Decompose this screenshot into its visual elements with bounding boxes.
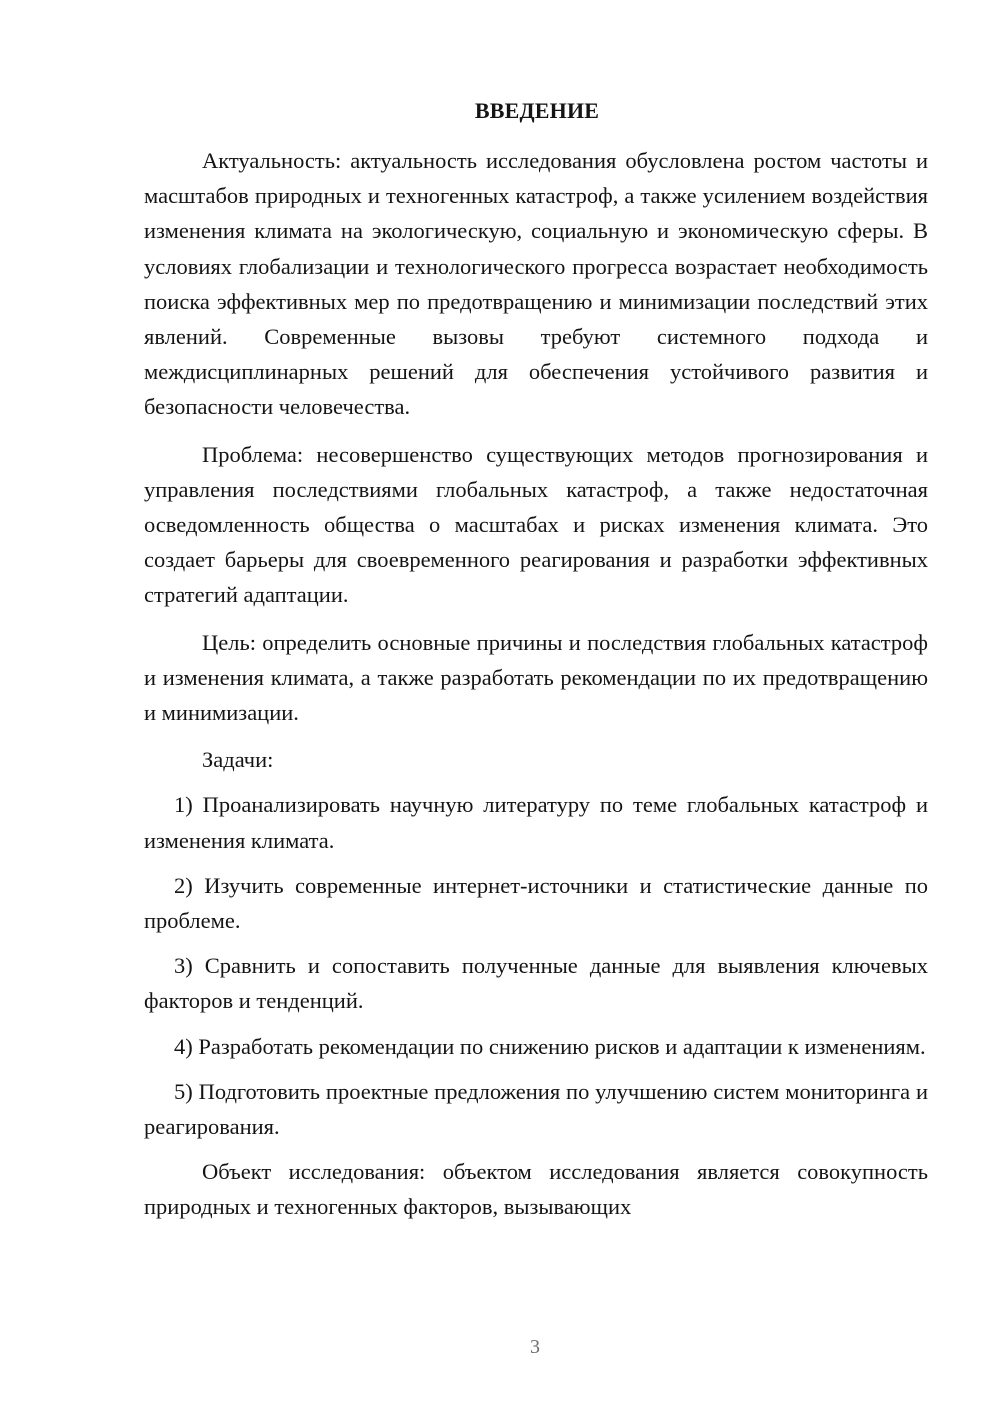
- goal-paragraph: Цель: определить основные причины и последствия глобальных катастроф и изменения климата, а также разработать рекомендации по их предотвращению и минимизации.: [144, 629, 928, 726]
- task-item-4: 4) Разработать рекомендации по снижению рисков и адаптации к изменениям.: [174, 1033, 926, 1059]
- page-body: [144, 95, 928, 1225]
- task-item-5: 5) Подготовить проектные предложения по улучшению систем мониторинга и реагирования.: [144, 1078, 928, 1140]
- object-paragraph: Объект исследования: объектом исследования является совокупность природных и техногенных факторов, вызывающих: [144, 1159, 928, 1220]
- task-item-3: 3) Сравнить и сопоставить полученные данные для выявления ключевых факторов и тенденций.: [144, 953, 928, 1014]
- section-title: ВВЕДЕНИЕ: [474, 98, 600, 123]
- task-item-2: 2) Изучить современные интернет-источники и статистические данные по проблеме.: [144, 872, 928, 934]
- relevance-paragraph: Актуальность: актуальность исследования обусловлена ростом частоты и масштабов природных и техногенных катастроф, а также усилением воздействия изменения климата на экологическую, социальную и экономическую сферы. В условиях глобализации и технологического прогресса возрастает необходимость поиска эффективных мер по предотвращению и минимизации последствий этих явлений. Современные вызовы требуют системного подхода и междисциплинарных решений для обеспечения устойчивого развития и безопасности человечества.: [144, 148, 928, 420]
- tasks-label: Задачи:: [202, 747, 274, 773]
- problem-paragraph: Проблема: несовершенство существующих методов прогнозирования и управления последствиями глобальных катастроф, а также недостаточная осведомленность общества о масштабах и рисках изменения климата. Это создает барьеры для своевременного реагирования и разработки эффективных стратегий адаптации.: [144, 441, 928, 608]
- task-item-1: 1) Проанализировать научную литературу по теме глобальных катастроф и изменения климата.: [144, 792, 928, 853]
- page-number: 3: [530, 1336, 540, 1358]
